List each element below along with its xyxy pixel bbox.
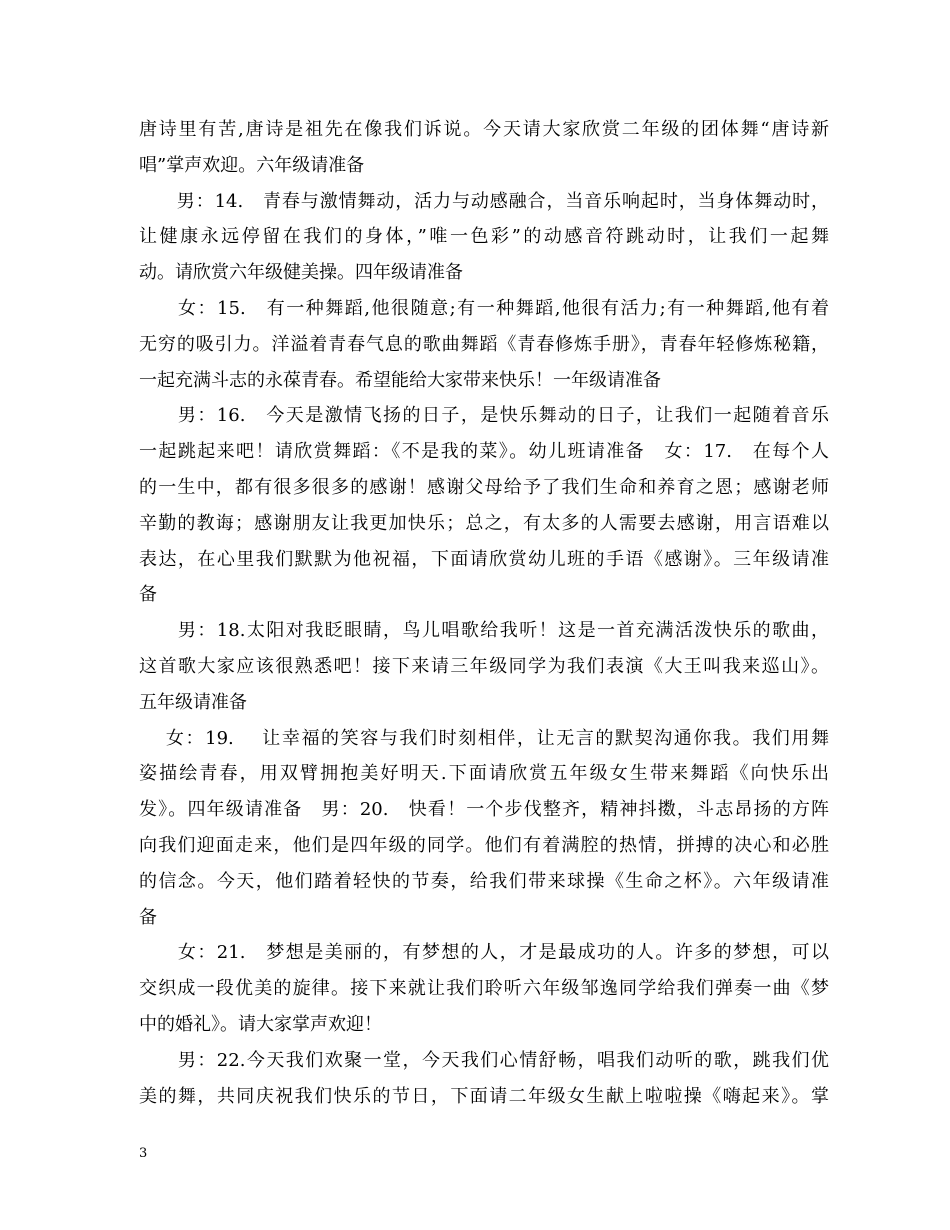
text-line: 这首歌大家应该很熟悉吧！接下来请三年级同学为我们表演《大王叫我来巡山》。 xyxy=(139,655,829,677)
text-line: 唐诗里有苦,唐诗是祖先在像我们诉说。今天请大家欣赏二年级的团体舞“唐诗新 xyxy=(139,119,829,140)
text-line: 五年级请准备 xyxy=(139,691,247,713)
text-line: 动。请欣赏六年级健美操。四年级请准备 xyxy=(139,262,463,284)
page-number: 3 xyxy=(139,1146,148,1161)
text-line: 让健康永远停留在我们的身体，”唯一色彩”的动感音符跳动时，让我们一起舞 xyxy=(139,226,829,248)
text-line: 无穷的吸引力。洋溢着青春气息的歌曲舞蹈《青春修炼手册》，青春年轻修炼秘籍， xyxy=(139,333,829,355)
text-line: 美的舞，共同庆祝我们快乐的节日，下面请二年级女生献上啦啦操《嗨起来》。掌 xyxy=(139,1085,829,1107)
text-line: 备 xyxy=(139,906,157,928)
text-line: 中的婚礼》。请大家掌声欢迎！ xyxy=(139,1013,382,1035)
text-line: 男：22.今天我们欢聚一堂，今天我们心情舒畅，唱我们动听的歌，跳我们优 xyxy=(139,1049,829,1071)
text-line: 女：21. 梦想是美丽的，有梦想的人，才是最成功的人。许多的梦想，可以 xyxy=(139,942,829,964)
text-line: 向我们迎面走来，他们是四年级的同学。他们有着满腔的热情，拼搏的决心和必胜 xyxy=(139,834,829,856)
text-line: 女：15. 有一种舞蹈,他很随意;有一种舞蹈,他很有活力;有一种舞蹈,他有着 xyxy=(139,297,829,319)
text-line: 一起跳起来吧！请欣赏舞蹈：《不是我的菜》。幼儿班请准备 女：17. 在每个人 xyxy=(139,441,829,463)
text-line: 的一生中，都有很多很多的感谢！感谢父母给予了我们生命和养育之恩；感谢老师 xyxy=(139,476,829,498)
text-line: 备 xyxy=(139,584,157,606)
text-line: 唱”掌声欢迎。六年级请准备 xyxy=(139,154,365,176)
text-line: 的信念。今天，他们踏着轻快的节奏，给我们带来球操《生命之杯》。六年级请准 xyxy=(139,870,829,892)
text-line: 男：14. 青春与激情舞动，活力与动感融合，当音乐响起时，当身体舞动时， xyxy=(139,190,829,212)
document-body xyxy=(139,112,829,1114)
text-line: 男：16. 今天是激情飞扬的日子，是快乐舞动的日子，让我们一起随着音乐 xyxy=(139,405,829,427)
text-line: 表达，在心里我们默默为他祝福，下面请欣赏幼儿班的手语《感谢》。三年级请准 xyxy=(139,548,829,570)
text-line: 发》。四年级请准备 男：20. 快看！一个步伐整齐，精神抖擞，斗志昂扬的方阵 xyxy=(139,799,829,821)
text-line: 男：18.太阳对我眨眼睛，鸟儿唱歌给我听！这是一首充满活泼快乐的歌曲， xyxy=(139,620,829,642)
text-line: 姿描绘青春，用双臂拥抱美好明天.下面请欣赏五年级女生带来舞蹈《向快乐出 xyxy=(139,763,829,785)
text-line: 交织成一段优美的旋律。接下来就让我们聆听六年级邹逸同学给我们弹奏一曲《梦 xyxy=(139,978,829,1000)
text-line: 一起充满斗志的永葆青春。希望能给大家带来快乐！一年级请准备 xyxy=(139,369,661,391)
text-line: 女：19. 让幸福的笑容与我们时刻相伴，让无言的默契沟通你我。我们用舞 xyxy=(139,727,829,749)
text-line: 辛勤的教诲；感谢朋友让我更加快乐；总之，有太多的人需要去感谢，用言语难以 xyxy=(139,512,829,534)
